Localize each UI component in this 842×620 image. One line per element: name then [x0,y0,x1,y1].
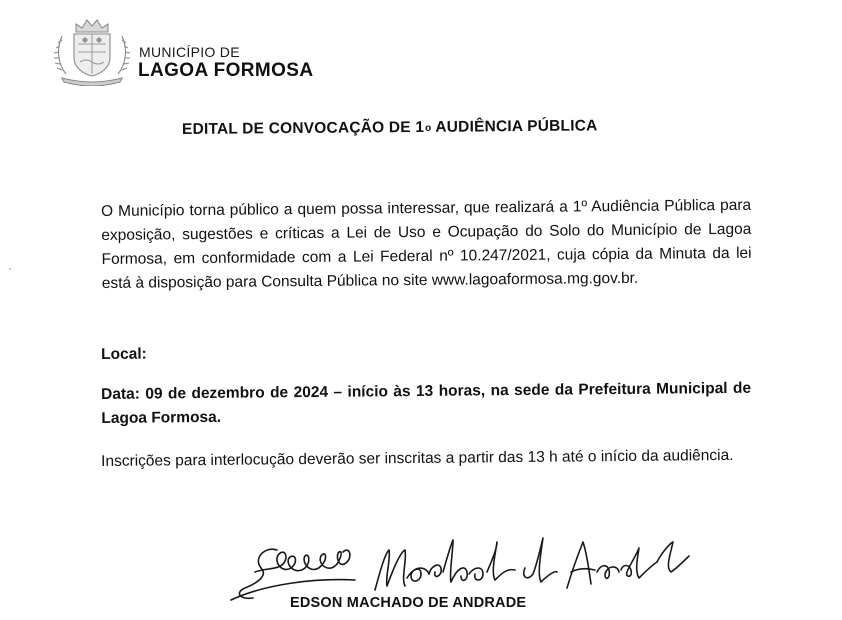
municipal-crest-icon [52,14,132,86]
scan-artifact [9,268,11,270]
signatory-name: EDSON MACHADO DE ANDRADE [290,595,527,611]
org-name: LAGOA FORMOSA [138,60,314,81]
org-prefix: MUNICÍPIO DE [139,44,240,60]
notice-title [182,117,598,139]
title-ordinal: o [425,122,432,134]
registration-note: Inscrições para interlocução deverão ser inscritas a partir das 13 h até o início da audiência. [101,446,734,470]
title-rest: AUDIÊNCIA PÚBLICA [431,117,598,136]
location-label: Local: [101,345,147,363]
title-main: EDITAL DE CONVOCAÇÃO DE 1 [181,118,425,138]
announcement-paragraph: O Município torna público a quem possa interessar, que realizará a 1º Audiência Pública para exposição, sugestões e críticas a Lei de Uso e Ocupação do Solo do Município de Lagoa Formosa, em conformidade com a Lei Federal nº 10.247/2021, cuja cópia da Minuta da lei está à disposição para Consulta Pública no site www.lagoaformosa.mg.gov.br. [101,196,752,292]
date-line: Data: 09 de dezembro de 2024 – início às 13 horas, na sede da Prefeitura Municipal de Lagoa Formosa. [101,379,752,427]
